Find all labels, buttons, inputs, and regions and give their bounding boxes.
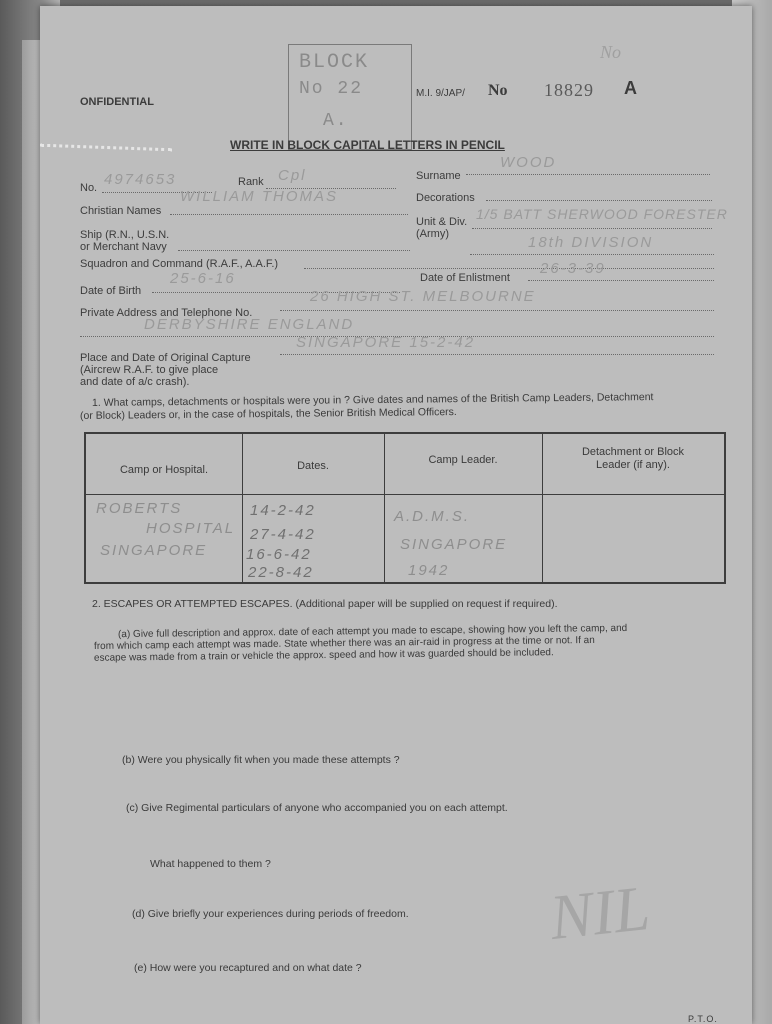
address-value: 26 HIGH ST. MELBOURNE [310, 288, 536, 305]
header-dates: Dates. [297, 460, 329, 472]
leader-3: 1942 [408, 562, 450, 579]
header-detachment-1: Detachment or Block [581, 446, 685, 458]
date-1: 14-2-42 [250, 502, 316, 519]
enlistment-label: Date of Enlistment [420, 272, 510, 284]
question-2a-line-1: (a) Give full description and approx. date of each attempt you made to escape, showing how you left the camp, and [117, 622, 628, 641]
leader-2: SINGAPORE [400, 536, 508, 553]
question-2e: (e) How were you recaptured and on what date ? [134, 962, 362, 974]
christian-names-line [170, 214, 408, 215]
dob-label: Date of Birth [80, 285, 142, 297]
header-leader: Camp Leader. [428, 454, 498, 466]
number-label: No [488, 82, 508, 99]
table-header-rule [86, 494, 724, 495]
unit-value: 1/5 BATT SHERWOOD FORESTER [476, 206, 728, 222]
squadron-line [304, 268, 714, 269]
document-sheet [40, 6, 752, 1024]
header-camp: Camp or Hospital. [119, 464, 209, 476]
corner-handwritten-mark: No [600, 42, 622, 62]
stamp-block: BLOCK [299, 51, 370, 74]
decorations-label: Decorations [416, 192, 475, 204]
leader-1: A.D.M.S. [394, 508, 471, 525]
capture-label-1: Place and Date of Original Capture [80, 352, 251, 364]
ship-label-1: Ship (R.N., U.S.N. [80, 229, 170, 241]
christian-names-label: Christian Names [80, 205, 162, 217]
confidential-label: ONFIDENTIAL [80, 96, 154, 108]
decorations-line [486, 200, 712, 201]
question-2d: (d) Give briefly your experiences during periods of freedom. [132, 908, 409, 920]
camp-name-1: ROBERTS [96, 500, 183, 517]
table-divider-1 [242, 434, 243, 582]
dob-value: 25-6-16 [170, 270, 236, 287]
address-label: Private Address and Telephone No. [80, 307, 253, 319]
nil-handwritten-answer: NIL [546, 871, 653, 954]
surname-label: Surname [416, 170, 461, 182]
squadron-label: Squadron and Command (R.A.F., A.A.F.) [80, 258, 279, 270]
capture-label-3: and date of a/c crash). [80, 376, 190, 388]
rank-value: Cpl [278, 167, 307, 184]
ship-line [178, 250, 410, 251]
question-2c-followup: What happened to them ? [150, 858, 271, 870]
christian-names-value: WILLIAM THOMAS [180, 188, 339, 205]
capture-label-2: (Aircrew R.A.F. to give place [80, 364, 219, 376]
camps-table [84, 432, 726, 584]
pto-label: P.T.O. [688, 1014, 718, 1024]
date-2: 27-4-42 [250, 526, 316, 543]
question-2b: (b) Were you physically fit when you made these attempts ? [122, 754, 400, 766]
capture-value: SINGAPORE 15-2-42 [296, 334, 476, 351]
question-2-title: 2. ESCAPES OR ATTEMPTED ESCAPES. (Additional paper will be supplied on request if required). [92, 598, 558, 610]
capture-line [280, 354, 714, 355]
unit-label-1: Unit & Div. [416, 216, 468, 228]
header-detachment-2: Leader (if any). [596, 459, 670, 471]
stamp-letter: A. [323, 111, 349, 131]
stamp-number: No 22 [299, 79, 364, 99]
question-2a-line-3: escape was made from a train or vehicle the approx. speed and how it was guarded should be included. [93, 647, 554, 664]
enlistment-line [528, 280, 714, 281]
block-stamp [288, 44, 412, 150]
division-value: 18th DIVISION [528, 234, 654, 251]
ship-label-2: or Merchant Navy [80, 241, 167, 253]
enlistment-value: 26-3-39 [540, 260, 606, 277]
form-suffix: A [624, 78, 637, 98]
mi-reference: M.I. 9/JAP/ [416, 88, 465, 99]
unit-line [472, 228, 712, 229]
service-no-value: 4974653 [104, 171, 177, 188]
surname-line [466, 174, 710, 175]
unit-label-2: (Army) [416, 228, 449, 240]
question-2a-line-2: from which camp each attempt was made. State whether there was an air-raid in progress at the time or not. If an [93, 634, 595, 653]
tag-string [40, 144, 172, 162]
question-1-line-1: 1. What camps, detachments or hospitals were you in ? Give dates and names of the British Camp Leaders, Detachment [91, 391, 654, 409]
rank-label: Rank [238, 176, 264, 188]
address-line [280, 310, 714, 311]
division-line [470, 254, 714, 255]
date-4: 22-8-42 [248, 564, 314, 581]
address-value-2: DERBYSHIRE ENGLAND [144, 316, 355, 333]
question-1-line-2: (or Block) Leaders or, in the case of hospitals, the Senior British Medical Officers. [79, 406, 457, 422]
question-2c: (c) Give Regimental particulars of anyone who accompanied you on each attempt. [126, 802, 508, 814]
date-3: 16-6-42 [246, 546, 312, 563]
camp-name-2: HOSPITAL [146, 520, 236, 537]
service-no-label: No. [80, 182, 98, 194]
camp-name-3: SINGAPORE [100, 542, 208, 559]
form-number: 18829 [544, 80, 594, 100]
pencil-instruction: WRITE IN BLOCK CAPITAL LETTERS IN PENCIL [230, 138, 505, 152]
surname-value: WOOD [500, 154, 557, 171]
